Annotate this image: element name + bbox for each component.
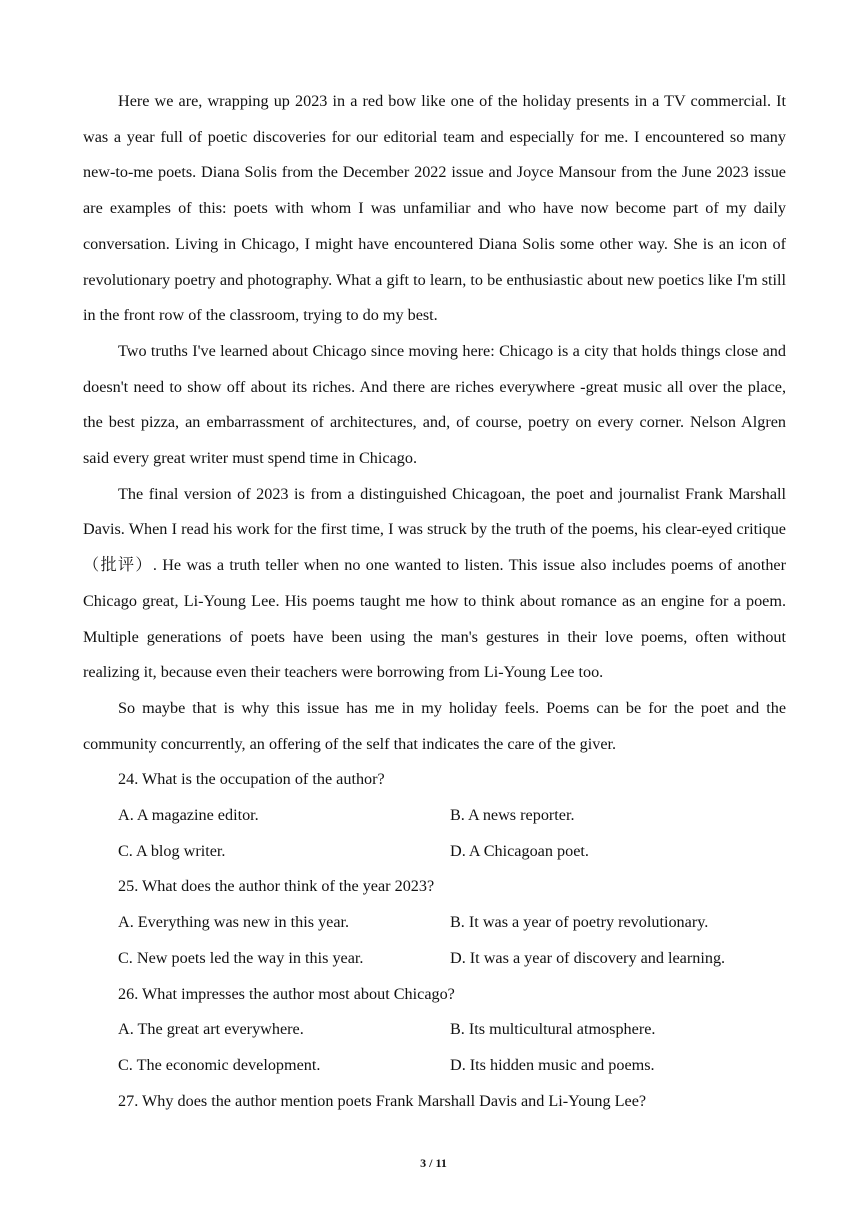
option-d: D. Its hidden music and poems. [450, 1055, 655, 1074]
options-row [83, 1012, 786, 1048]
passage-paragraph-2: Two truths I've learned about Chicago since moving here: Chicago is a city that holds things close and doesn't need to show off about its riches. And there are riches everywhere -great music all over the place, the best pizza, an embarrassment of architectures, and, of course, poetry on every corner. Nelson Algren said every great writer must spend time in Chicago. [83, 341, 786, 468]
question-text: 24. What is the occupation of the author? [118, 770, 385, 789]
passage-paragraph-3: The final version of 2023 is from a distinguished Chicagoan, the poet and journalist Frank Marshall Davis. When I read his work for the first time, I was struck by the truth of the poems, his clear-eyed critique （批评）. He was a truth teller when no one wanted to listen. This issue also includes poems of another Chicago great, Li-Young Lee. His poems taught me how to think about romance as an engine for a poem. Multiple generations of poets have been using the man's gestures in their love poems, often without realizing it, because even their teachers were borrowing from Li-Young Lee too. [83, 484, 786, 682]
option-d: D. It was a year of discovery and learning. [450, 948, 726, 967]
question-26 [83, 977, 786, 1084]
option-a: A. A magazine editor. [118, 806, 259, 825]
option-a: A. The great art everywhere. [118, 1020, 304, 1039]
options-row [83, 798, 786, 834]
options-row [83, 834, 786, 870]
question-text: 25. What does the author think of the year 2023? [118, 877, 435, 896]
option-b: B. Its multicultural atmosphere. [450, 1020, 656, 1039]
question-24 [83, 762, 786, 869]
option-b: B. It was a year of poetry revolutionary. [450, 913, 709, 932]
option-a: A. Everything was new in this year. [118, 913, 350, 932]
option-b: B. A news reporter. [450, 806, 575, 825]
option-c: C. The economic development. [118, 1055, 321, 1074]
passage-paragraph-1: Here we are, wrapping up 2023 in a red bow like one of the holiday presents in a TV commercial. It was a year full of poetic discoveries for our editorial team and especially for me. I encountered so many new-to-me poets. Diana Solis from the December 2022 issue and Joyce Mansour from the June 2023 issue are examples of this: poets with whom I was unfamiliar and who have now become part of my daily conversation. Living in Chicago, I might have encountered Diana Solis some other way. She is an icon of revolutionary poetry and photography. What a gift to learn, to be enthusiastic about new poetics like I'm still in the front row of the classroom, trying to do my best. [83, 92, 786, 325]
option-d: D. A Chicagoan poet. [450, 841, 589, 860]
page-number: 3 / 11 [420, 1156, 447, 1170]
question-27 [83, 1084, 786, 1120]
option-c: C. New poets led the way in this year. [118, 948, 364, 967]
options-row [83, 1048, 786, 1084]
document-page [83, 84, 786, 1119]
options-row [83, 941, 786, 977]
option-c: C. A blog writer. [118, 841, 226, 860]
question-text: 26. What impresses the author most about Chicago? [118, 984, 455, 1003]
question-text: 27. Why does the author mention poets Frank Marshall Davis and Li-Young Lee? [118, 1091, 647, 1110]
question-25 [83, 869, 786, 976]
options-row [83, 905, 786, 941]
passage-paragraph-4: So maybe that is why this issue has me in my holiday feels. Poems can be for the poet and the community concurrently, an offering of the self that indicates the care of the giver. [83, 698, 786, 753]
